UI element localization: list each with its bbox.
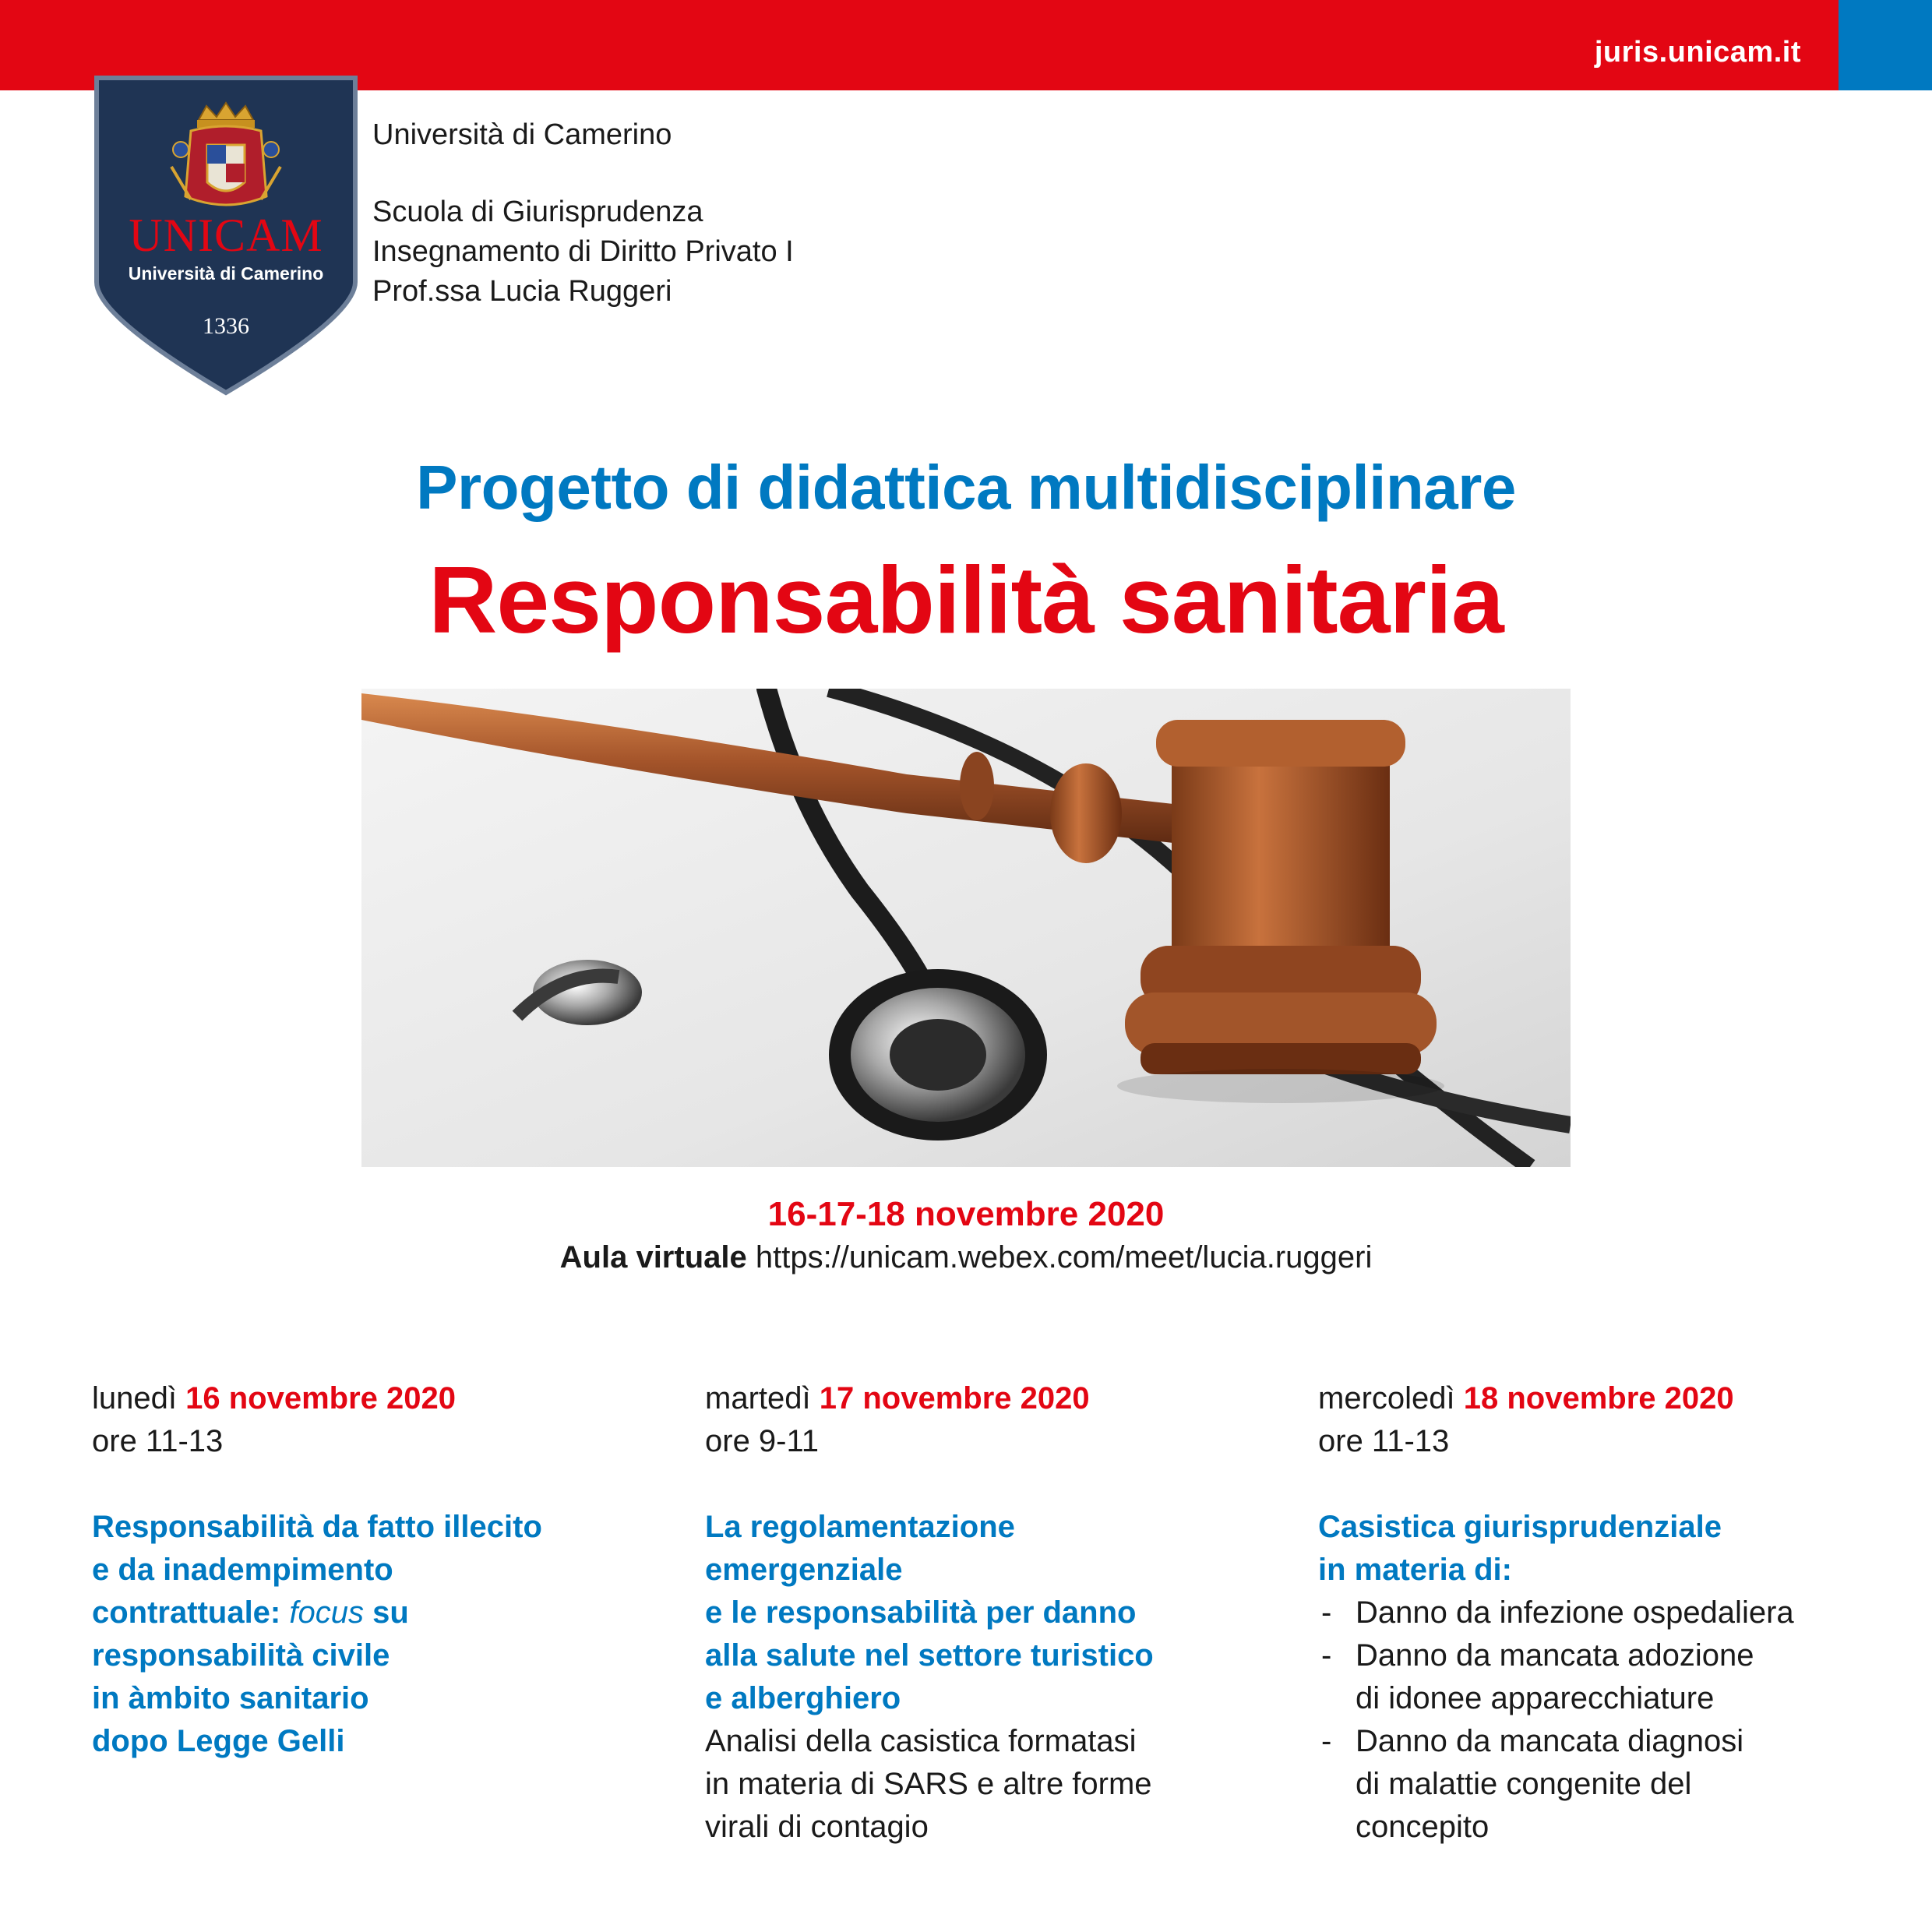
session-tuesday [705,1377,1297,1849]
description-line: in materia di SARS e altre forme [705,1767,1152,1801]
virtual-classroom [0,1240,1932,1275]
session-topic [705,1506,1297,1720]
list-item-line: di malattie congenite del [1356,1767,1692,1801]
topic-line: Casistica giurisprudenziale [1318,1510,1722,1544]
list-item-line: - Danno da infezione ospedaliera [1356,1595,1794,1630]
session-weekday: lunedì [92,1381,177,1416]
topic-line: alla salute nel settore turistico [705,1638,1154,1673]
site-url-link[interactable]: juris.unicam.it [1594,36,1801,69]
logo-year: 1336 [203,313,249,339]
session-hours: ore 9-11 [705,1424,820,1458]
topic-line: responsabilità civile [92,1638,390,1673]
list-item-line: concepito [1356,1810,1490,1844]
unicam-shield-logo [93,75,358,396]
session-weekday: mercoledì [1318,1381,1455,1416]
session-hours: ore 11-13 [92,1424,224,1458]
list-item [1318,1592,1895,1634]
topic-fragment: su [372,1595,409,1630]
session-topic [92,1506,637,1763]
topic-line: in materia di: [1318,1553,1512,1587]
event-dates: 16-17-18 novembre 2020 [767,1195,1165,1233]
topic-line: e da inadempimento [92,1553,393,1587]
main-title: Responsabilità sanitaria [428,547,1504,653]
topic-line: in àmbito sanitario [92,1681,369,1715]
session-date: 17 novembre 2020 [819,1381,1090,1416]
session-wednesday [1318,1377,1895,1849]
session-topic [1318,1506,1895,1592]
session-date-line [705,1377,1297,1420]
institution-block [372,115,794,312]
school-name: Scuola di Giurisprudenza [372,196,703,228]
aula-url-link[interactable]: https://unicam.webex.com/meet/lucia.ruggeri [755,1240,1373,1274]
case-list [1318,1592,1895,1849]
description-line: Analisi della casistica formatasi [705,1724,1137,1758]
session-date-line [92,1377,637,1420]
session-monday [92,1377,637,1763]
topic-line: e le responsabilità per danno [705,1595,1137,1630]
list-item-line: - Danno da mancata diagnosi [1356,1724,1744,1758]
logo-wordmark: UNICAM [129,210,323,261]
description-line: virali di contagio [705,1810,929,1844]
list-item-line: - Danno da mancata adozione [1356,1638,1754,1673]
topic-line: La regolamentazione [705,1510,1015,1544]
aula-label: Aula virtuale [559,1240,747,1274]
course-name: Insegnamento di Diritto Privato I [372,235,794,268]
list-item [1318,1634,1895,1720]
project-title: Progetto di didattica multidisciplinare [416,453,1516,522]
list-item-line: di idonee apparecchiature [1356,1681,1715,1715]
topic-line: dopo Legge Gelli [92,1724,345,1758]
list-item [1318,1720,1895,1849]
session-date: 16 novembre 2020 [185,1381,456,1416]
topic-line: Responsabilità da fatto illecito [92,1510,542,1544]
session-date: 18 novembre 2020 [1463,1381,1734,1416]
gavel-stethoscope-image [361,689,1571,1167]
session-description [705,1720,1297,1849]
logo-subtitle: Università di Camerino [128,263,324,284]
session-weekday: martedì [705,1381,811,1416]
topic-line [92,1592,637,1634]
topic-fragment: contrattuale: [92,1595,281,1630]
topic-line: emergenziale [705,1553,903,1587]
session-date-line [1318,1377,1895,1420]
session-hours: ore 11-13 [1318,1424,1450,1458]
topic-focus-word: focus [289,1595,364,1630]
university-name: Università di Camerino [372,118,672,151]
professor-name: Prof.ssa Lucia Ruggeri [372,275,672,308]
topic-line: e alberghiero [705,1681,901,1715]
top-blue-block [1839,0,1932,90]
